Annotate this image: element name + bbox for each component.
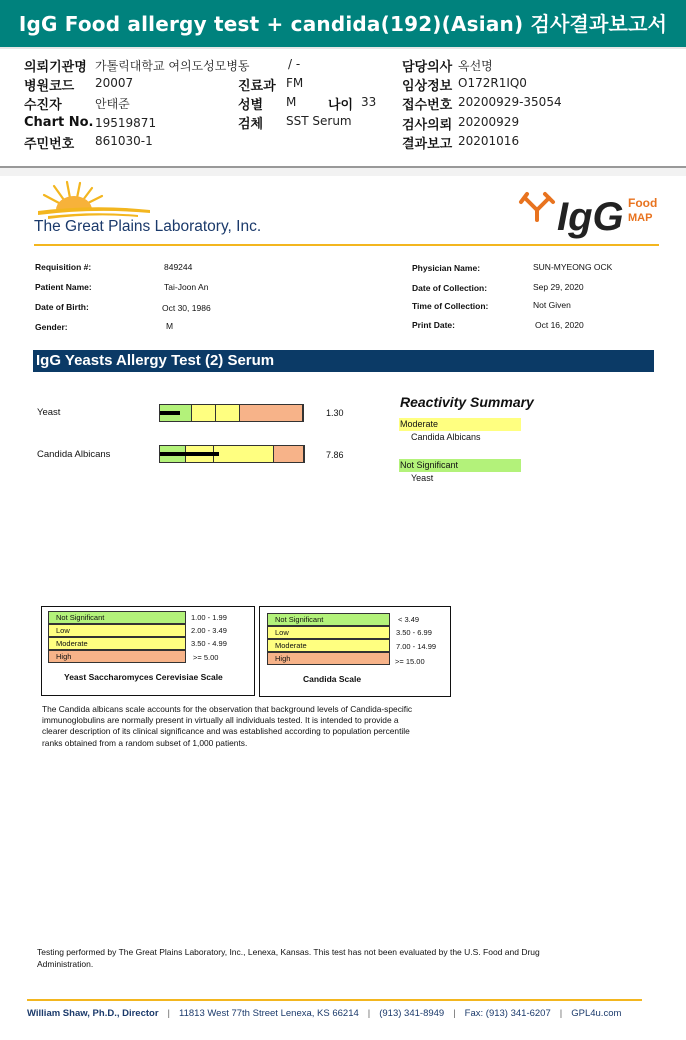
request-label: 검사의뢰 (402, 118, 453, 133)
dob-label: Date of Birth: (35, 302, 89, 312)
collection-time-value: Not Given (533, 300, 571, 310)
legend-caption: Yeast Saccharomyces Cerevisiae Scale (64, 672, 223, 682)
request-info-panel (0, 50, 686, 168)
header-divider (34, 244, 659, 246)
doctor-value: 옥선명 (458, 59, 493, 73)
footer-address: 11813 West 77th Street Lenexa, KS 66214 (179, 1008, 359, 1019)
section-title: IgG Yeasts Allergy Test (2) Serum (33, 350, 654, 372)
lab-footer: William Shaw, Ph.D., Director | 11813 West 77th Street Lenexa, KS 66214 | (913) 341-8949 | Fax: (913) 341-6207 | GPL4u.com (27, 1008, 622, 1019)
resident-label: 주민번호 (24, 137, 75, 152)
legend-row-not-significant: Not Significant (267, 613, 390, 626)
test-value-candida: 7.86 (326, 450, 344, 460)
patient-value: 안태준 (95, 97, 130, 111)
gender-value: M (166, 321, 174, 331)
legend-row-low: Low (48, 624, 186, 637)
test-value-yeast: 1.30 (326, 408, 344, 418)
institution-label: 의뢰기관명 (24, 60, 87, 75)
zone-moderate (216, 405, 240, 421)
requisition-value: 849244 (164, 262, 193, 272)
page-gap (0, 168, 686, 176)
legend-range: 3.50 - 4.99 (191, 639, 227, 648)
patient-name-label: Patient Name: (35, 282, 92, 292)
age-value: 33 (361, 95, 377, 109)
legend-row-moderate: Moderate (48, 637, 186, 650)
hospital-code-value: 20007 (95, 76, 134, 90)
sex-value: M (286, 95, 297, 109)
collection-date-value: Sep 29, 2020 (533, 282, 584, 292)
legend-range: >= 15.00 (395, 657, 425, 666)
legend-range: 2.00 - 3.49 (191, 626, 227, 635)
clinical-value: O172R1IQ0 (458, 76, 527, 90)
report-date-value: 20201016 (458, 134, 520, 148)
print-date-value: Oct 16, 2020 (535, 320, 584, 330)
sex-label: 성별 (238, 98, 264, 113)
collection-time-label: Time of Collection: (412, 301, 489, 311)
lab-name: The Great Plains Laboratory, Inc. (34, 218, 262, 235)
zone-high (274, 446, 304, 462)
zone-high (240, 405, 303, 421)
footer-phone: (913) 341-8949 (379, 1008, 445, 1019)
print-date-label: Print Date: (412, 320, 455, 330)
gender-label: Gender: (35, 322, 68, 332)
lab-report-page (0, 176, 686, 1040)
legend-range: 1.00 - 1.99 (191, 613, 227, 622)
requisition-label: Requisition #: (35, 262, 92, 272)
legend-range: >= 5.00 (193, 653, 219, 662)
antibody-icon (521, 194, 553, 220)
result-bar-yeast (159, 404, 304, 422)
legend-range: 3.50 - 6.99 (396, 628, 432, 637)
sun-logo-icon (34, 180, 154, 220)
dept-label: 진료과 (238, 79, 276, 94)
result-bar-candida (159, 445, 305, 463)
receipt-label: 접수번호 (402, 98, 453, 113)
test-name-candida: Candida Albicans (37, 449, 111, 460)
reactivity-item-yeast: Yeast (411, 473, 434, 483)
igg-logo-text: IgG (557, 195, 624, 239)
hospital-code-label: 병원코드 (24, 79, 75, 94)
legend-range: 7.00 - 14.99 (396, 642, 437, 651)
legend-row-low: Low (267, 626, 390, 639)
legend-range: < 3.49 (398, 615, 420, 624)
legend-row-not-significant: Not Significant (48, 611, 186, 624)
legend-caption: Candida Scale (303, 674, 362, 684)
specimen-label: 검체 (238, 117, 264, 132)
igg-food-map-logo (515, 180, 665, 242)
reactivity-level-not-significant: Not Significant (399, 459, 521, 472)
footer-fax: Fax: (913) 341-6207 (464, 1008, 551, 1019)
legend-row-high: High (48, 650, 186, 663)
footer-divider (27, 999, 642, 1001)
patient-name-value: Tai-Joon An (164, 282, 209, 292)
receipt-value: 20200929-35054 (458, 95, 562, 109)
test-name-yeast: Yeast (37, 407, 61, 418)
zone-low (192, 405, 216, 421)
dob-value: Oct 30, 1986 (162, 303, 211, 313)
reactivity-summary-title: Reactivity Summary (400, 394, 534, 410)
request-value: 20200929 (458, 115, 520, 129)
legend-candida-scale (259, 606, 451, 697)
candida-scale-note: The Candida albicans scale accounts for the observation that background levels of Candida-specific immunoglobulins are normally present in virtually all individuals tested. It is intended to provide a clearer description of its clinical significance and was established according to population percentile ranks obtained from a random subset of 1,000 patients. (42, 704, 413, 748)
report-title: IgG Food allergy test + candida(192)(Asian) 검사결과보고서 (0, 0, 686, 49)
reactivity-item-candida: Candida Albicans (411, 432, 481, 442)
ward-value: / - (288, 57, 301, 71)
resident-value: 861030-1 (95, 134, 153, 148)
physician-label: Physician Name: (412, 263, 481, 273)
collection-date-label: Date of Collection: (412, 283, 488, 293)
chart-label: Chart No. (24, 115, 94, 130)
dept-value: FM (286, 76, 304, 90)
fda-disclaimer: Testing performed by The Great Plains Laboratory, Inc., Lenexa, Kansas. This test has not been evaluated by the U.S. Food and Drug Administration. (37, 947, 540, 969)
physician-value: SUN-MYEONG OCK (533, 262, 613, 272)
clinical-label: 임상정보 (402, 79, 453, 94)
specimen-value: SST Serum (286, 114, 352, 128)
chart-value: 19519871 (95, 116, 157, 130)
institution-value: 가톨릭대학교 여의도성모병동 (95, 59, 250, 73)
legend-yeast-scale (41, 606, 255, 696)
legend-row-moderate: Moderate (267, 639, 390, 652)
doctor-label: 담당의사 (402, 60, 453, 75)
age-label: 나이 (328, 98, 354, 113)
patient-label: 수진자 (24, 98, 62, 113)
result-fill-candida (160, 452, 219, 456)
zone-moderate (214, 446, 274, 462)
footer-website[interactable]: GPL4u.com (571, 1008, 622, 1019)
report-date-label: 결과보고 (402, 137, 453, 152)
legend-row-high: High (267, 652, 390, 665)
result-fill-yeast (160, 411, 180, 415)
logo-map-text: MAP (628, 212, 653, 224)
logo-food-text: Food (628, 196, 658, 210)
footer-director: William Shaw, Ph.D., Director (27, 1008, 159, 1019)
reactivity-level-moderate: Moderate (399, 418, 521, 431)
